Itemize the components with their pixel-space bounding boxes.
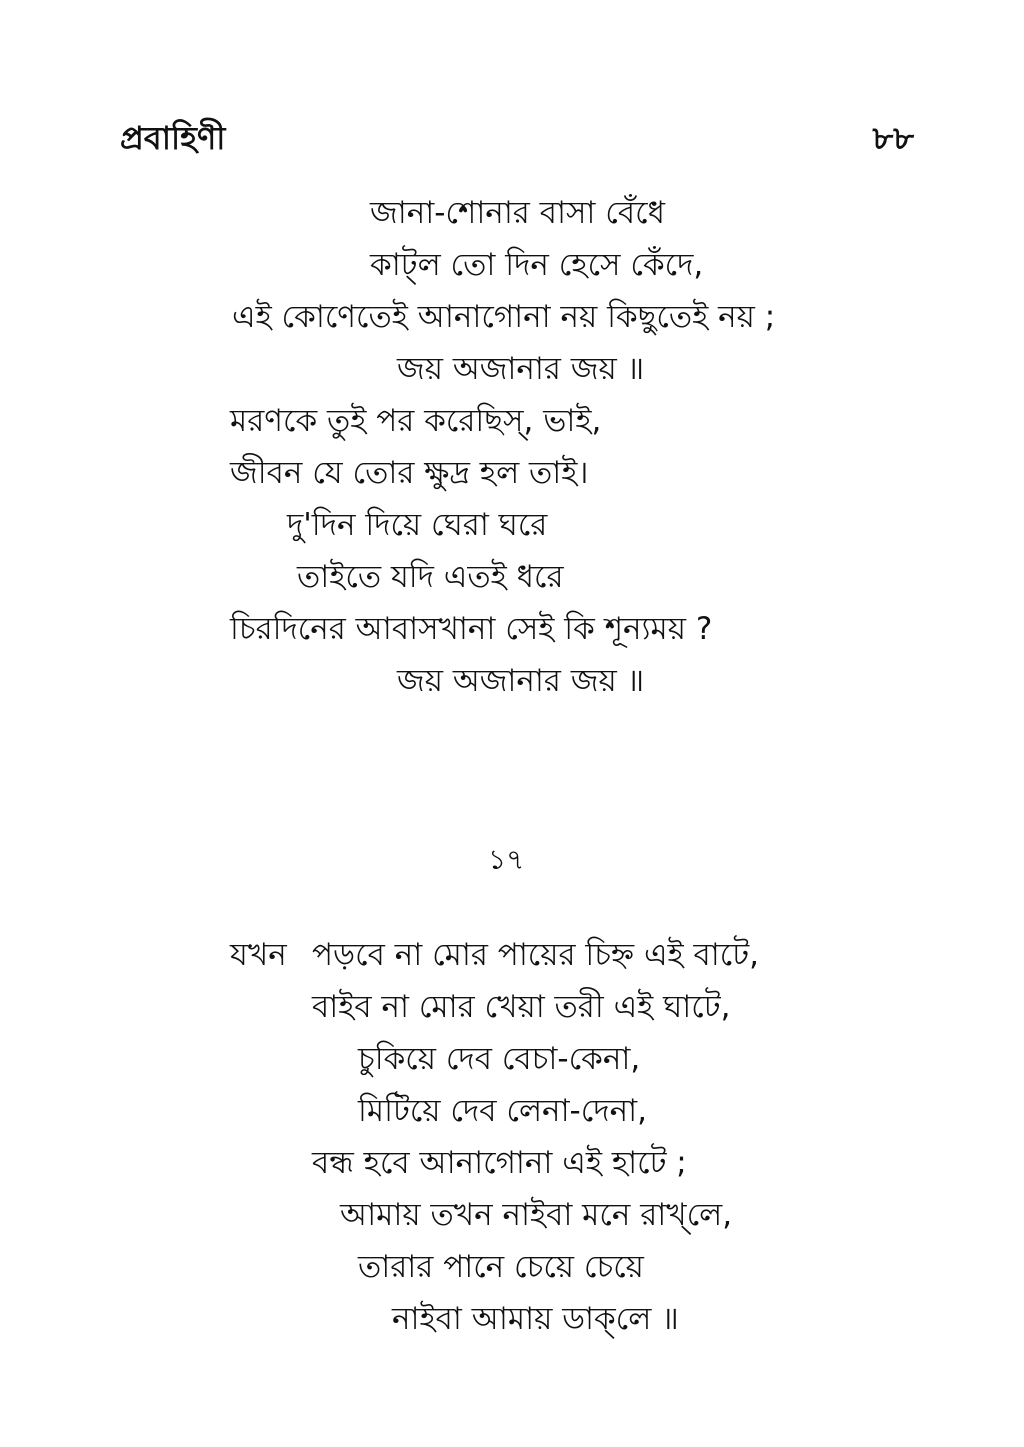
poem-b-line-7: তারার পানে চেয়ে চেয়ে (358, 1249, 644, 1285)
page-number: ৮৮ (872, 119, 914, 157)
poem-b-line-2: বাইব না মোর খেয়া তরী এই ঘাটে, (312, 989, 731, 1025)
poem-a-line-4: জয় অজানার জয় ॥ (397, 351, 645, 387)
poem-a-line-2: কাট্‌ল তো দিন হেসে কেঁদে, (370, 247, 704, 283)
poem-b-line-6: আমায় তখন নাইবা মনে রাখ্‌লে, (340, 1197, 733, 1233)
poem-a-line-8: তাইতে যদি এতই ধরে (297, 559, 564, 595)
poem-a-line-6: জীবন যে তোর ক্ষুদ্র হল তাই। (230, 455, 589, 491)
book-title: প্রবাহিণী (120, 119, 226, 157)
poem-a-line-3: এই কোণেতেই আনাগোনা নয় কিছুতেই নয় ; (232, 299, 776, 335)
poem-a-line-10: জয় অজানার জয় ॥ (397, 663, 645, 699)
poem-b-line-4: মিটিয়ে দেব লেনা-দেনা, (358, 1093, 647, 1129)
poem-b-line-3: চুকিয়ে দেব বেচা-কেনা, (358, 1041, 641, 1077)
poem-a-line-7: দু'দিন দিয়ে ঘেরা ঘরে (287, 507, 548, 543)
poem-a-line-9: চিরদিনের আবাসখানা সেই কি শূন্যময় ? (230, 611, 713, 647)
section-number: ১৭ (488, 843, 525, 876)
poem-a-line-1: জানা-শোনার বাসা বেঁধে (370, 195, 665, 231)
poem-b-line-5: বন্ধ হবে আনাগোনা এই হাটে ; (312, 1145, 687, 1181)
poem-b-lead-word: যখন (230, 937, 287, 973)
poem-b-line-1 (230, 937, 759, 973)
poem-b-line-1-text: পড়বে না মোর পায়ের চিহ্ন এই বাটে, (312, 937, 759, 973)
poem-a-line-5: মরণকে তুই পর করেছিস্‌, ভাই, (230, 403, 602, 439)
poem-b-line-8: নাইবা আমায় ডাক্‌লে ॥ (392, 1301, 679, 1337)
